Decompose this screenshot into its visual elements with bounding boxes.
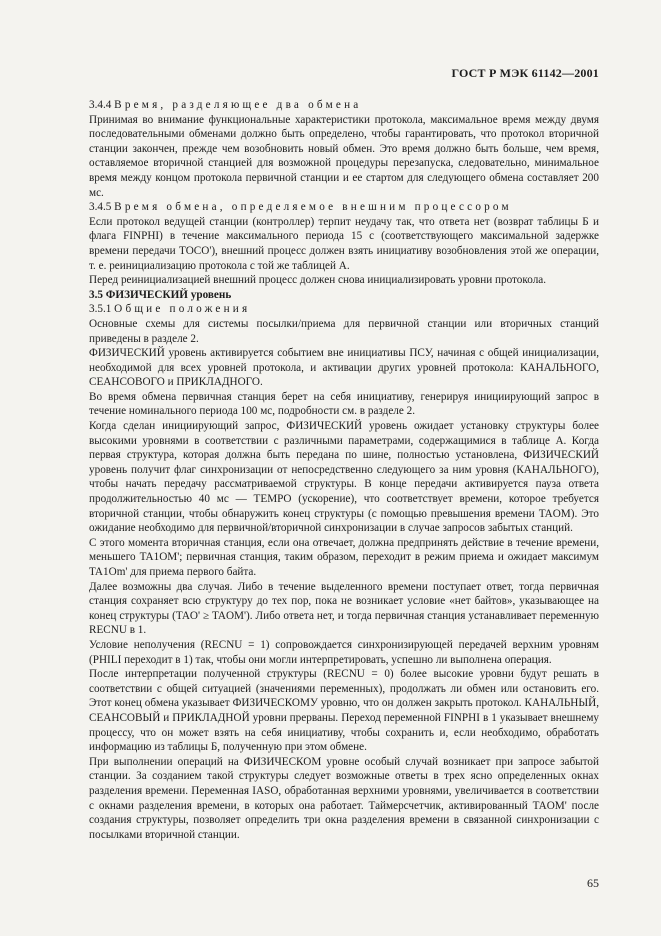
section-number: 3.4.4	[89, 99, 112, 111]
paragraph: Перед реинициализацией внешний процесс должен снова инициализировать уровни протокола.	[89, 274, 547, 287]
section-title: Время обмена, определяемое внешним процессором	[114, 201, 512, 214]
paragraph: Основные схемы для системы посылки/приема для первичной станции или вторичных станций приведены в разделе 2.	[89, 317, 599, 345]
paragraph: Далее возможны два случая. Либо в течение выделенного времени поступает ответ, тогда первичная станция сохраняет всю структуру до тех пор, пока не возникает условие «нет байтов», указывающее на конец структуры (TAO' ≥ TAOM'). Либо ответа нет, и тогда первичная станция устанавливает переменную RECNU в 1.	[89, 580, 599, 637]
section-title: Время, разделяющее два обмена	[114, 99, 362, 111]
section-heading	[89, 302, 599, 317]
paragraph: Условие неполучения (RECNU = 1) сопровождается синхронизирующей передачей верхним уровням (PHILI переходит в 1) так, чтобы они могли интерпретировать, успешно ли выполнена операция.	[89, 638, 599, 666]
paragraph: ФИЗИЧЕСКИЙ уровень активируется событием вне инициативы ПСУ, начиная с общей инициализации, необходимой для всех уровней протокола, и активации других уровней протокола: КАНАЛЬНОГО, СЕАНСОВОГО и ПРИКЛАДНОГО.	[89, 347, 599, 389]
paragraph: Когда сделан инициирующий запрос, ФИЗИЧЕСКИЙ уровень ожидает установку структуры более высокими уровнями в соответствии с различными параметрами, содержащимися в таблице А. Когда первая структура, которая должна быть передана по шине, полностью установлена, ФИЗИЧЕСКИЙ уровень получит флаг синхронизации от непосредственно следующего за ним уровня (КАНАЛЬНОГО), чтобы начать передачу рассматриваемой структуры. В конце передачи активируется пауза ответа продолжительностью 40 мс — TEMPO (ускорение), что соответствует времени, которое требуется вторичной станции, чтобы обнаружить конец структуры (с помощью превышения времени TAOM). Это ожидание необходимо для первичной/вторичной синхронизации в случае запросов забытых станций.	[89, 420, 599, 535]
section-number: 3.5.1	[89, 303, 112, 316]
section-title-bold: 3.5 ФИЗИЧЕСКИЙ уровень	[89, 288, 232, 301]
paragraph: Во время обмена первичная станция берет на себя инициативу, генерируя инициирующий запрос в течение номинального периода 100 мс, подробности см. в разделе 2.	[89, 390, 599, 418]
page-header: ГОСТ Р МЭК 61142—2001	[451, 66, 599, 80]
document-body	[89, 98, 599, 842]
section-heading	[89, 200, 599, 215]
section-title: Общие положения	[114, 303, 251, 316]
section-number: 3.4.5	[89, 201, 112, 214]
paragraph: Принимая во внимание функциональные характеристики протокола, максимальное время между двумя последовательными обменами должно быть определено, чтобы гарантировать, что протокол вторичной станции закончен, прежде чем возобновить новый обмен. Это время должно быть больше, чем время, оставляемое вторичной станцией для возможной процедуры перезапуска, следовательно, минимальное время между концом протокола первичной станции и ее стартом для следующего обмена составляет 200 мс.	[89, 113, 599, 199]
section-heading	[89, 98, 599, 113]
paragraph: При выполнении операций на ФИЗИЧЕСКОМ уровне особый случай возникает при запросе забытой станции. За созданием такой структуры следует возможные ответы в трех ясно определенных окнах разделения времени. Переменная IASO, обработанная верхними уровнями, увеличивается в соответствии с окнами разделения времени, в которых она работает. Таймерсчетчик, активированный TAOM' после создания структуры, позволяет определить три окна разделения времени в связанной синхронизации с посылками вторичной станции.	[89, 755, 599, 841]
page-number: 65	[587, 876, 599, 890]
paragraph: После интерпретации полученной структуры (RECNU = 0) более высокие уровни будут решать в соответствии с общей ситуацией (значениями переменных), продолжать ли обмен или остановить его. Этот конец обмена указывает ФИЗИЧЕСКОМУ уровню, что он должен закрыть протокол. КАНАЛЬНЫЙ, СЕАНСОВЫЙ и ПРИКЛАДНОЙ уровни прерваны. Переход переменной FINPHI в 1 указывает внешнему процессу, что он может взять на себя инициативу, чтобы сохранить и, если необходимо, обработать информацию из таблицы Б, полученную при этом обмене.	[89, 668, 599, 754]
paragraph: С этого момента вторичная станция, если она отвечает, должна предпринять действие в течение времени, меньшего TA1OM'; первичная станция, таким образом, переходит в режим приема и ожидает максимум TA1Om' для приема первого байта.	[89, 536, 599, 578]
paragraph: Если протокол ведущей станции (контроллер) терпит неудачу так, что ответа нет (возврат таблицы Б и флага FINPHI) в течение максимального периода 15 с (соответствующего максимальной задержке времени передачи TOCO'), внешний процесс должен взять инициативу возобновления этой же операции, т. е. реинициализацию протокола с той же таблицей А.	[89, 215, 599, 272]
